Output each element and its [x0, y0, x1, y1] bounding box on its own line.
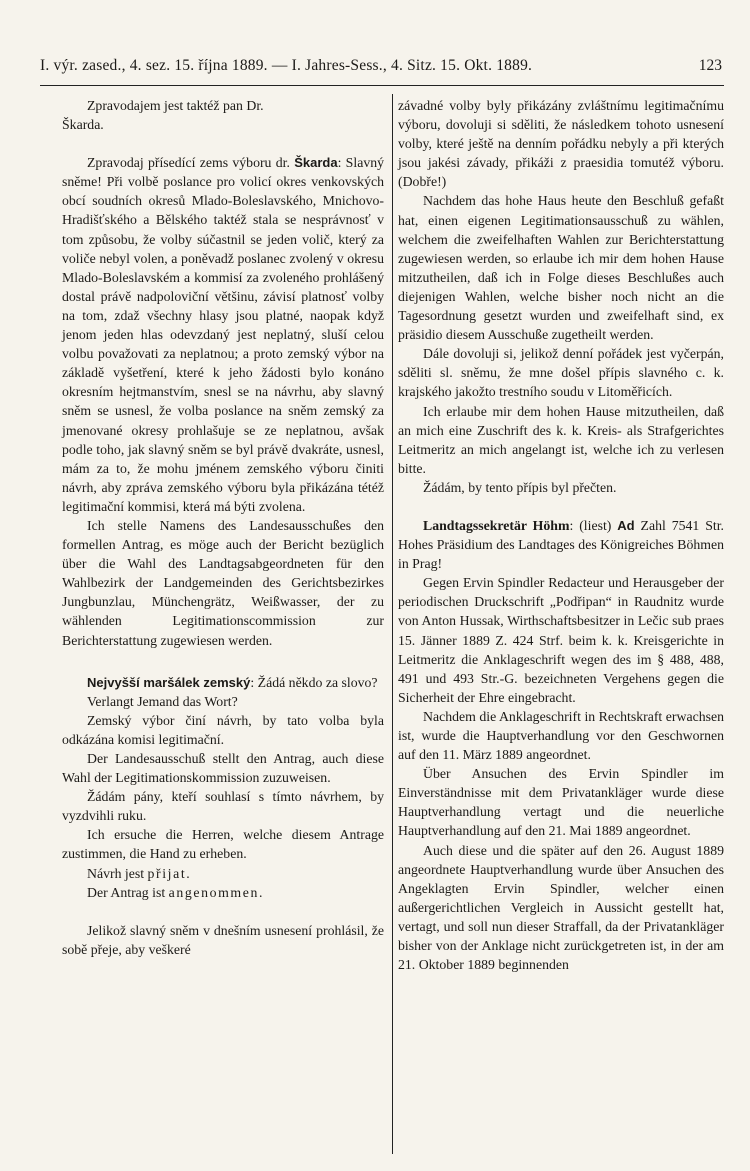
paragraph: [398, 344, 724, 401]
text-span: Jelikož slavný sněm v dnešním usnesení prohlásil, že sobě přeje, aby veškeré: [62, 922, 384, 957]
text-span: .: [186, 865, 190, 881]
paragraph: [398, 191, 724, 344]
text-span: závadné volby byly přikázány zvláštnímu legitimačnímu výboru, dovoluji si sděliti, že následkem tohoto usnesení volby, které ještě na denním pořádku nebyly a při kterých jsou jakési závady, přikáži z praesidia tomutéž výboru. (Dobře!): [398, 98, 724, 190]
running-header: [40, 57, 724, 81]
spacer: [62, 134, 384, 153]
text-span: : Žádá někdo za slovo?: [250, 674, 378, 690]
spacer: [62, 902, 384, 921]
text-span: Ich ersuche die Herren, welche diesem Antrage zustimmen, die Hand zu erheben.: [62, 827, 384, 862]
text-span: Ich stelle Namens des Landesausschußes den formellen Antrag, es möge auch der Bericht bezüglich über die Wahl des Landtagsabgeordneten für den Wahlbezirk der Landgemeinden des Gerichtsbezirkes Jungbunzlau, Münchengrätz, Weißwasser, der zu wählenden Legitimationscommission zur Berichterstattung zugewiesen werden.: [62, 517, 384, 648]
paragraph: [62, 864, 384, 883]
paragraph: [398, 573, 724, 707]
paragraph: [398, 478, 724, 497]
speaker-name: Nejvyšší maršálek zemský: [87, 674, 251, 690]
paragraph: [398, 516, 724, 573]
paragraph: [62, 673, 384, 692]
text-span: Nachdem das hohe Haus heute den Beschluß gefaßt hat, einen eigenen Legitimationsausschuß zu wählen, welchem die zweifelhaften Wahlen zur Berichterstattung zugewiesen werden, so erlaube ich mir dem hohen Hause mitzutheilen, daß ich in Folge dieses Beschlußes auch diejenigen Wahlen, welche bisher noch nicht an die Tagesordnung gesetzt wurden und zweifelhaft sind, ex präsidio diesem Ausschuße zugetheilt werden.: [398, 193, 724, 343]
text-span: Ich erlaube mir dem hohen Hause mitzutheilen, daß an mich eine Zuschrift des k. k. Kreis- als Strafgerichtes Leitmeritz an mich angelangt ist, welche ich zu verlesen bitte.: [398, 403, 724, 476]
paragraph: [62, 921, 384, 959]
paragraph: [62, 883, 384, 902]
column-divider: [392, 94, 393, 1154]
paragraph: [398, 402, 724, 478]
text-span: přijat: [147, 865, 187, 881]
page-number: 123: [698, 57, 722, 74]
paragraph: [62, 711, 384, 749]
text-span: .: [258, 884, 263, 900]
paragraph: [62, 96, 384, 115]
paragraph: [62, 825, 384, 863]
text-span: Žádám pány, kteří souhlasí s tímto návrhem, by vyzdvihli ruku.: [62, 789, 384, 824]
text-span: Návrh jest: [87, 865, 148, 881]
text-span: Über Ansuchen des Ervin Spindler im Einverständnisse mit dem Privatankläger wurde diese Hauptverhandlung vertagt und die neuerliche Hauptverhandlung auf den 21. Mai 1889 angeordnet.: [398, 766, 724, 839]
speaker-name: Škarda: [294, 155, 338, 171]
paragraph: [62, 749, 384, 787]
paragraph: [398, 707, 724, 764]
text-span: Zemský výbor činí návrh, by tato volba byla odkázána komisi legitimační.: [62, 712, 384, 747]
paragraph: [62, 787, 384, 825]
text-span: angenommen: [168, 884, 259, 900]
text-span: Auch diese und die später auf den 26. August 1889 angeordnete Hauptverhandlung wurde über Ansuchen des Angeklagten Ervin Spindler, welcher einen außergerichtlichen Vergleich in Aussicht gestellt hat, vertagt, und soll nun dieser Straffall, da der Privatankläger bisher von der Anklage nicht zurückgetreten ist, in der am 21. Oktober 1889 beginnenden: [398, 842, 724, 973]
paragraph: [398, 764, 724, 840]
text-span: Zpravodaj přísedící zems výboru dr.: [87, 155, 290, 171]
paragraph: [62, 692, 384, 711]
paragraph: [62, 516, 384, 650]
right-column: [398, 96, 724, 974]
text-span: Ad: [617, 517, 635, 533]
text-span: : (liest): [569, 517, 618, 533]
header-rule: [40, 85, 724, 86]
text-span: Der Antrag ist: [87, 884, 169, 900]
text-span: Verlangt Jemand das Wort?: [87, 693, 238, 709]
text-span: Škarda.: [62, 117, 104, 133]
text-span: Zpravodajem jest taktéž pan Dr.: [87, 98, 264, 113]
spacer: [398, 497, 724, 516]
header-title: I. výr. zased., 4. sez. 15. října 1889. — I. Jahres-Sess., 4. Sitz. 15. Okt. 1889.: [40, 57, 533, 74]
text-span: Zahl 7541 Str. Hohes Präsidium des Landtages des Königreiches Böhmen in Prag!: [398, 517, 724, 572]
text-span: Nachdem die Anklageschrift in Rechtskraft erwachsen ist, wurde die Hauptverhandlung vor den Geschwornen auf den 11. März 1889 angeordnet.: [398, 708, 724, 763]
left-column: [62, 96, 384, 959]
speaker-name: Landtagssekretär Höhm: [423, 517, 570, 533]
text-span: Dále dovoluji si, jelikož denní pořádek jest vyčerpán, sděliti sl. sněmu, že mne došel přípis slavného c. k. krajského jakožto trestního soudu v Litoměřicích.: [398, 346, 724, 400]
text-span: Gegen Ervin Spindler Redacteur und Herausgeber der periodischen Druckschrift „Podřipan“ in Raudnitz wurde von Anton Hussak, Wirthschaftsbesitzer in Lečic sub praes 15. Jänner 1889 Z. 424 Strf. beim k. k. Kreisgerichte in Leitmeritz die Anklageschrift wegen des im § 488, 488, 491 und 493 Str.-G. bezeichneten Vergehens gegen die Sicherheit der Ehre eingebracht.: [398, 575, 724, 705]
paragraph: [398, 841, 724, 975]
spacer: [62, 650, 384, 673]
text-span: Žádám, by tento přípis byl přečten.: [423, 479, 617, 495]
text-span: Der Landesausschuß stellt den Antrag, auch diese Wahl der Legitimationskommission zuzuweisen.: [62, 751, 384, 786]
paragraph: [62, 153, 384, 516]
paragraph: [62, 115, 384, 134]
text-span: : Slavný sněme! Při volbě poslance pro volicí okres venkovských obcí soudních okresů Mlado-Boleslavského, Mnichovo-Hradišťského a Bělského taktéž stala se nesprávnosť v tom způsobu, že volby súčastnil se jeden volič, který za voliče nebyl volen, a poněvadž poslanec zvolený v okresu Mlado-Boleslavském a kommisí za zvoleného prohlášený dostal právě nadpoloviční většinu, závisí platnosť volby na tom, zdaž všechny hlasy jsou platné, naopak když jenom jeden hlas odevzdaný jest neplatný, sluší celou volbu považovati za neplatnou; a proto zemský výbor na základě vyšetření, které k jeho žádosti bylo konáno okresním hejtmanstvím, snesl se na návrhu, aby slavný sněm se usnesl, že volba poslance na sněm zemský za jmenované okresy prohlašuje se ze neplatnou, avšak podle toho, jak slavný sněm se byl právě dvakráte, usnesl, mám za to, že mohu jménem zemského výboru činiti návrh, aby zpráva zemského výboru byla přikázána tétéž legitimační kommisi, která má býti zvolena.: [62, 155, 385, 514]
paragraph: [398, 96, 724, 191]
